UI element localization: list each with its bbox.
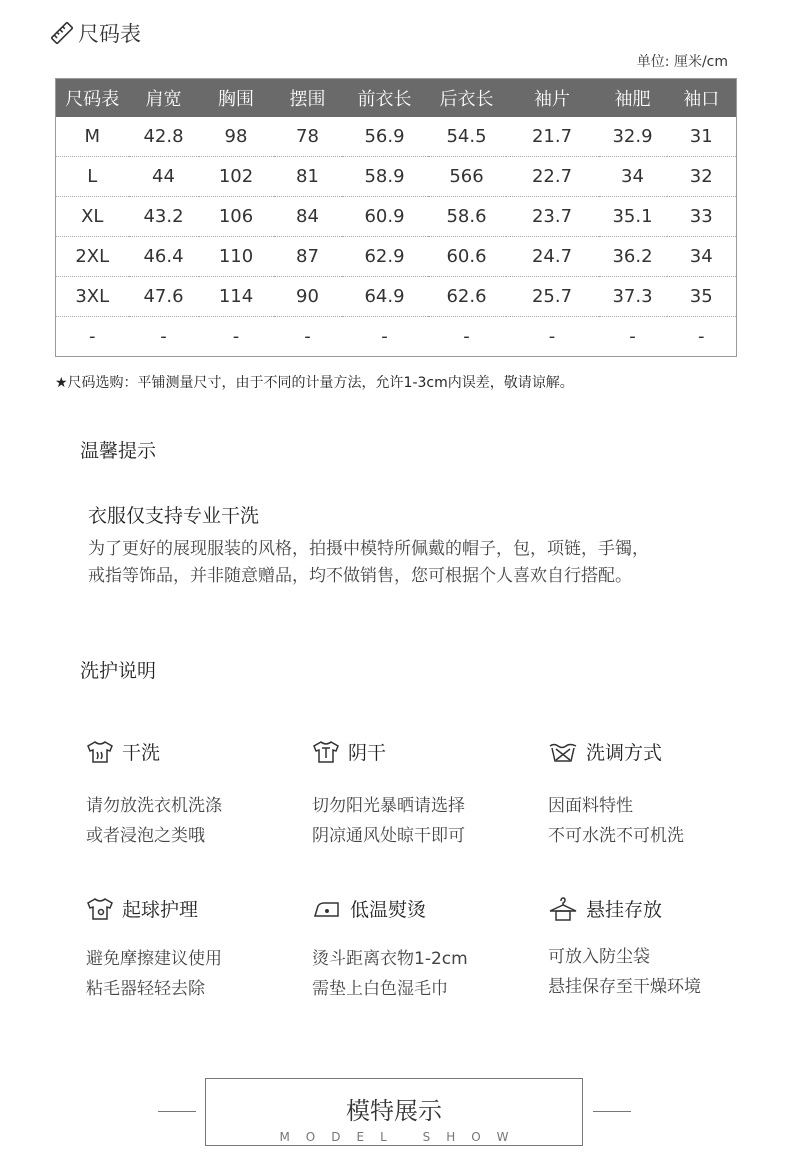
care-line: 因面料特性 (548, 796, 633, 816)
size-cell: L (56, 157, 129, 197)
table-cell: 22.7 (506, 157, 599, 197)
table-cell: 87 (274, 237, 342, 277)
table-row (56, 117, 737, 157)
table-cell: - (129, 317, 199, 357)
table-row (56, 317, 737, 357)
care-line: 可放入防尘袋 (548, 947, 650, 967)
care-title: 洗调方式 (586, 742, 663, 764)
table-cell: 25.7 (506, 277, 599, 317)
iron-icon (312, 897, 342, 921)
table-cell: 90 (274, 277, 342, 317)
table-cell: 58.9 (342, 157, 428, 197)
table-cell: 47.6 (129, 277, 199, 317)
size-cell: M (84, 126, 101, 147)
table-cell: 35 (667, 277, 737, 317)
column-header: 袖肥 (599, 79, 667, 118)
care-line: 阴凉通风处晾干即可 (312, 826, 465, 846)
table-cell: 44 (129, 157, 199, 197)
table-cell: 21.7 (531, 126, 573, 147)
care-line: 或者浸泡之类哦 (86, 826, 205, 846)
model-show-subtitle: MODEL SHOW (279, 1130, 525, 1144)
table-cell: 34 (667, 237, 737, 277)
care-title: 起球护理 (122, 899, 199, 921)
size-cell: 2XL (56, 237, 129, 277)
table-cell: 60.6 (428, 237, 506, 277)
hanger-icon (548, 896, 578, 922)
table-cell: - (199, 317, 274, 357)
care-line: 不可水洗不可机洗 (548, 826, 684, 846)
size-cell: XL (56, 197, 129, 237)
size-cell: 3XL (56, 277, 129, 317)
care-item-dry-clean (86, 738, 222, 846)
tips-paragraph-line: 为了更好的展现服装的风格，拍摄中模特所佩戴的帽子，包，项链，手镯， (88, 539, 649, 559)
column-header: 摆围 (274, 79, 342, 118)
column-header: 尺码表 (56, 79, 129, 118)
model-show-banner (205, 1078, 583, 1146)
column-header: 肩宽 (129, 79, 199, 118)
measurement-note: ★尺码选购：平铺测量尺寸，由于不同的计量方法，允许1-3cm内误差，敬请谅解。 (55, 375, 574, 391)
care-item-hang-storage (548, 895, 701, 997)
table-cell: 36.2 (599, 237, 667, 277)
divider-left (158, 1111, 196, 1112)
table-cell: 33 (667, 197, 737, 237)
table-cell: 78 (296, 126, 319, 147)
column-header: 后衣长 (428, 79, 506, 118)
ruler-icon (50, 21, 74, 45)
table-cell: 37.3 (599, 277, 667, 317)
table-row (56, 197, 737, 237)
care-item-wash-method (548, 738, 684, 846)
size-table (55, 78, 737, 357)
table-cell: 62.9 (342, 237, 428, 277)
table-cell: 81 (274, 157, 342, 197)
shade-dry-shirt-icon (312, 740, 340, 764)
unit-label: 单位: 厘米/cm (636, 54, 728, 70)
table-cell: 566 (428, 157, 506, 197)
table-cell: 102 (199, 157, 274, 197)
table-cell: 64.9 (342, 277, 428, 317)
model-show-title: 模特展示 (346, 1097, 442, 1125)
table-cell: 24.7 (506, 237, 599, 277)
care-line: 切勿阳光暴晒请选择 (312, 796, 465, 816)
care-title: 低温熨烫 (350, 899, 427, 921)
pilling-shirt-icon (86, 897, 114, 921)
table-cell: 43.2 (129, 197, 199, 237)
care-item-low-iron (312, 895, 468, 999)
table-row (56, 157, 737, 197)
table-cell: - (667, 317, 737, 357)
no-wash-tub-icon (548, 740, 578, 764)
tips-paragraph-line: 戒指等饰品，并非随意赠品，均不做销售，您可根据个人喜欢自行搭配。 (88, 566, 632, 586)
column-header: 袖片 (506, 79, 599, 118)
column-header: 袖口 (667, 79, 737, 118)
care-item-shade-dry (312, 738, 465, 846)
table-cell: 110 (199, 237, 274, 277)
care-title: 阴干 (348, 742, 387, 764)
table-cell: 46.4 (129, 237, 199, 277)
care-title: 干洗 (122, 742, 161, 764)
table-cell: - (274, 317, 342, 357)
tips-heading: 温馨提示 (80, 440, 157, 462)
care-title: 悬挂存放 (586, 899, 663, 921)
table-cell: 114 (199, 277, 274, 317)
dry-clean-shirt-icon (86, 740, 114, 764)
size-cell: - (56, 317, 129, 357)
table-cell: - (599, 317, 667, 357)
care-line: 避免摩擦建议使用 (86, 949, 222, 969)
care-line: 粘毛器轻轻去除 (86, 979, 205, 999)
table-cell: 106 (199, 197, 274, 237)
table-row (56, 237, 737, 277)
care-line: 烫斗距离衣物1-2cm (312, 949, 468, 969)
table-cell: 32.9 (612, 126, 653, 147)
table-row (56, 277, 737, 317)
size-chart-header (50, 18, 141, 48)
table-cell: - (428, 317, 506, 357)
table-header-row (56, 79, 737, 118)
table-cell: 58.6 (428, 197, 506, 237)
table-cell: 84 (274, 197, 342, 237)
table-cell: 56.9 (364, 126, 405, 147)
table-cell: - (506, 317, 599, 357)
table-cell: 60.9 (342, 197, 428, 237)
table-cell: 35.1 (599, 197, 667, 237)
divider-right (593, 1111, 631, 1112)
column-header: 前衣长 (342, 79, 428, 118)
care-line: 请勿放洗衣机洗涤 (86, 796, 222, 816)
size-chart-title: 尺码表 (78, 22, 141, 46)
table-cell: 54.5 (446, 126, 487, 147)
table-cell: 42.8 (143, 126, 184, 147)
table-cell: 23.7 (506, 197, 599, 237)
care-heading: 洗护说明 (80, 660, 157, 682)
dry-clean-notice: 衣服仅支持专业干洗 (88, 505, 260, 527)
table-cell: - (342, 317, 428, 357)
table-cell: 31 (689, 126, 713, 147)
table-cell: 62.6 (428, 277, 506, 317)
table-cell: 34 (599, 157, 667, 197)
care-item-pilling (86, 895, 222, 999)
care-line: 需垫上白色湿毛巾 (312, 979, 448, 999)
table-cell: 98 (224, 126, 248, 147)
table-cell: 32 (667, 157, 737, 197)
care-line: 悬挂保存至干燥环境 (548, 977, 701, 997)
column-header: 胸围 (199, 79, 274, 118)
